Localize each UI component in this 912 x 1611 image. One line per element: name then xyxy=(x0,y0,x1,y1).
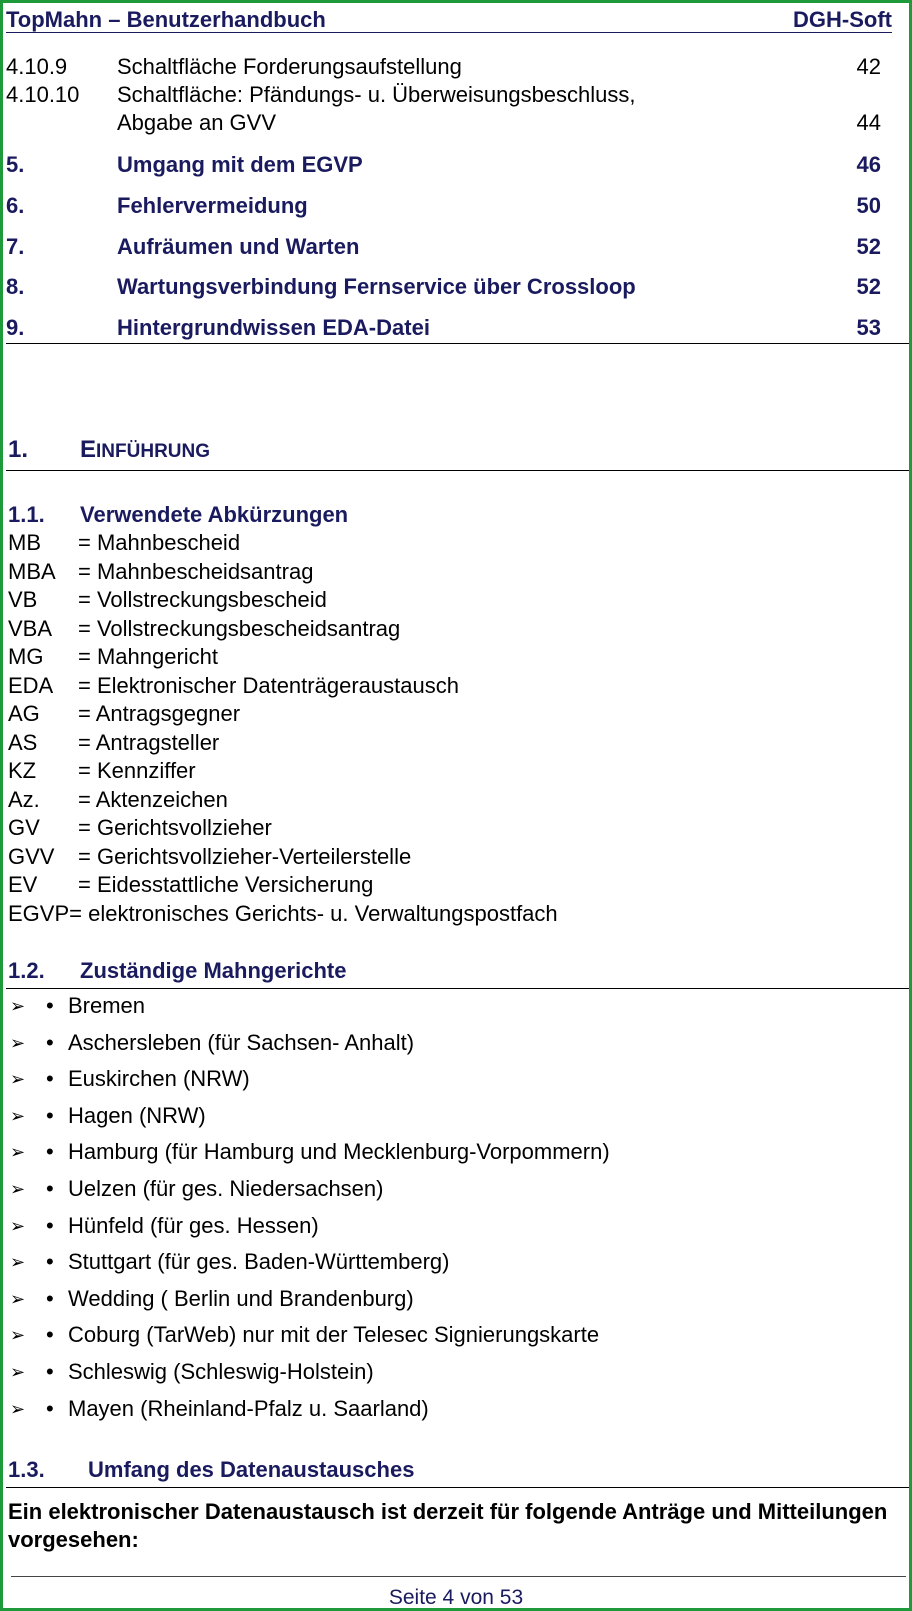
toc-number: 9. xyxy=(6,315,25,340)
toc-page: 42 xyxy=(856,54,881,79)
dot-bullet-icon: • xyxy=(46,1249,54,1275)
arrow-bullet-icon: ➢ xyxy=(10,1142,26,1163)
abbreviation-value: = Eidesstattliche Versicherung xyxy=(78,872,374,897)
abbreviation-value: = Antragsgegner xyxy=(78,701,241,726)
toc-page: 46 xyxy=(856,152,881,177)
toc-text: Umgang mit dem EGVP xyxy=(117,152,363,177)
dot-bullet-icon: • xyxy=(46,1029,54,1055)
abbreviation-value: = Vollstreckungsbescheidsantrag xyxy=(78,615,401,641)
intro-paragraph: Ein elektronischer Datenaustausch ist derzeit für folgende Anträge und Mitteilungen vorgesehen: xyxy=(8,1499,888,1552)
court-name: Coburg (TarWeb) nur mit der Telesec Signierungskarte xyxy=(68,1322,600,1348)
abbreviation-text: EGVP= elektronisches Gerichts- u. Verwaltungspostfach xyxy=(8,901,558,926)
dot-bullet-icon: • xyxy=(46,1176,54,1201)
toc-text: Fehlervermeidung xyxy=(117,193,308,218)
dot-bullet-icon: • xyxy=(46,1139,54,1165)
abbreviation-value: = Kennziffer xyxy=(78,758,196,783)
abbreviation-value: = Vollstreckungsbescheid xyxy=(78,587,327,612)
court-name: Hagen (NRW) xyxy=(68,1102,206,1128)
court-name: Schleswig (Schleswig-Holstein) xyxy=(68,1359,374,1384)
dot-bullet-icon: • xyxy=(46,1285,54,1311)
divider xyxy=(6,988,909,989)
toc-number: 7. xyxy=(6,234,25,259)
arrow-bullet-icon: ➢ xyxy=(10,1179,26,1199)
abbreviation-key: KZ xyxy=(8,758,37,783)
dot-bullet-icon: • xyxy=(46,1066,54,1092)
section-heading xyxy=(8,1456,415,1484)
court-name: Euskirchen (NRW) xyxy=(68,1066,250,1092)
page-number: Seite 4 von 53 xyxy=(388,1586,524,1609)
divider xyxy=(6,343,909,344)
arrow-bullet-icon: ➢ xyxy=(10,996,26,1016)
toc-number: 4.10.9 xyxy=(6,54,68,79)
abbreviation-key: EV xyxy=(8,872,38,897)
abbreviation-key: MB xyxy=(8,530,41,555)
toc-page: 50 xyxy=(856,193,881,218)
abbreviation-value: = Gerichtsvollzieher xyxy=(78,815,272,840)
abbreviation-key: VBA xyxy=(8,615,53,641)
abbreviation-key: GV xyxy=(8,815,40,840)
section-title: Umfang des Datenaustausches xyxy=(88,1457,415,1482)
court-name: Mayen (Rheinland-Pfalz u. Saarland) xyxy=(68,1395,429,1421)
toc-number: 6. xyxy=(6,193,25,218)
section-title: Zuständige Mahngerichte xyxy=(80,958,347,983)
court-name: Hamburg (für Hamburg und Mecklenburg-Vorpommern) xyxy=(68,1139,610,1165)
arrow-bullet-icon: ➢ xyxy=(10,1362,26,1382)
abbreviation-value: = Antragsteller xyxy=(78,729,220,755)
section-heading xyxy=(8,957,347,985)
abbreviation-key: EDA xyxy=(8,672,54,698)
arrow-bullet-icon: ➢ xyxy=(10,1325,26,1346)
chapter-title-initial: E xyxy=(80,436,97,463)
arrow-bullet-icon: ➢ xyxy=(10,1215,26,1236)
toc-text: Abgabe an GVV xyxy=(117,110,277,135)
header-title: TopMahn – Benutzerhandbuch xyxy=(6,7,326,32)
court-name: Wedding ( Berlin und Brandenburg) xyxy=(68,1285,414,1311)
dot-bullet-icon: • xyxy=(46,1212,54,1238)
court-name: Hünfeld (für ges. Hessen) xyxy=(68,1212,319,1238)
court-name: Aschersleben (für Sachsen- Anhalt) xyxy=(68,1029,415,1055)
court-name: Uelzen (für ges. Niedersachsen) xyxy=(68,1176,384,1201)
arrow-bullet-icon: ➢ xyxy=(10,1288,26,1309)
chapter-title-rest: INFÜHRUNG xyxy=(96,441,211,462)
toc-number: 5. xyxy=(6,152,25,177)
abbreviation-key: VB xyxy=(8,587,38,612)
arrow-bullet-icon: ➢ xyxy=(10,1252,26,1273)
dot-bullet-icon: • xyxy=(46,993,54,1018)
toc-text: Wartungsverbindung Fernservice über Crossloop xyxy=(117,274,636,299)
toc-text: Aufräumen und Warten xyxy=(117,234,360,259)
abbreviation-value: = Gerichtsvollzieher-Verteilerstelle xyxy=(78,843,412,869)
divider xyxy=(6,470,909,471)
header-company: DGH-Soft xyxy=(793,7,892,32)
dot-bullet-icon: • xyxy=(46,1102,54,1128)
abbreviation-key: MBA xyxy=(8,558,56,584)
dot-bullet-icon: • xyxy=(46,1322,54,1348)
divider xyxy=(6,1487,909,1488)
section-title: Verwendete Abkürzungen xyxy=(80,502,349,527)
abbreviation-value: = Mahnbescheidsantrag xyxy=(78,558,314,584)
abbreviation-key: AS xyxy=(8,729,38,755)
toc-number: 8. xyxy=(6,274,25,299)
arrow-bullet-icon: ➢ xyxy=(10,1032,26,1053)
chapter-number: 1. xyxy=(8,436,29,463)
arrow-bullet-icon: ➢ xyxy=(10,1105,26,1126)
arrow-bullet-icon: ➢ xyxy=(10,1398,26,1419)
toc-page: 52 xyxy=(856,274,881,299)
abbreviation-key: Az. xyxy=(8,786,40,812)
toc-page: 44 xyxy=(856,110,881,135)
chapter-heading xyxy=(8,435,211,465)
section-number: 1.3. xyxy=(8,1457,45,1482)
toc-text: Hintergrundwissen EDA-Datei xyxy=(117,315,430,340)
toc-text: Schaltfläche: Pfändungs- u. Überweisungsbeschluss, xyxy=(117,82,636,107)
toc-text: Schaltfläche Forderungsaufstellung xyxy=(117,54,462,79)
toc-number: 4.10.10 xyxy=(6,82,80,107)
court-name: Bremen xyxy=(68,993,146,1018)
abbreviation-value: = Mahnbescheid xyxy=(78,530,241,555)
abbreviation-key: MG xyxy=(8,644,44,669)
abbreviation-value: = Aktenzeichen xyxy=(78,786,228,812)
abbreviation-value: = Mahngericht xyxy=(78,644,219,669)
court-name: Stuttgart (für ges. Baden-Württemberg) xyxy=(68,1249,450,1275)
page-header xyxy=(6,8,892,33)
dot-bullet-icon: • xyxy=(46,1359,54,1384)
abbreviation-key: GVV xyxy=(8,843,55,869)
abbreviation-key: AG xyxy=(8,701,40,726)
section-number: 1.1. xyxy=(8,502,45,527)
dot-bullet-icon: • xyxy=(46,1395,54,1421)
arrow-bullet-icon: ➢ xyxy=(10,1069,26,1090)
chapter-title xyxy=(80,435,210,467)
toc-page: 53 xyxy=(856,315,881,340)
toc-page: 52 xyxy=(856,234,881,259)
section-heading xyxy=(8,501,349,529)
abbreviation-value: = Elektronischer Datenträgeraustausch xyxy=(78,672,459,698)
section-number: 1.2. xyxy=(8,958,45,983)
footer-divider xyxy=(11,1576,906,1577)
abbreviation-egvp xyxy=(8,900,558,928)
